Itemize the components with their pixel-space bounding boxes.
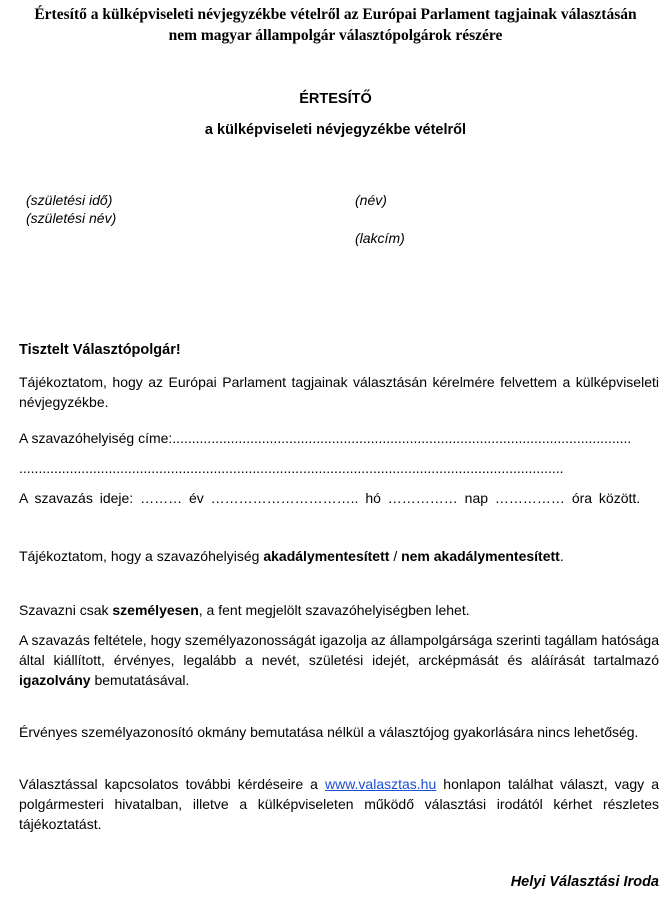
intro-paragraph: Tájékoztatom, hogy az Európai Parlament tagjainak választásán kérelmére felvettem a külképviseleti névjegyzékbe. [19,374,659,410]
personal-suffix: , a fent megjelölt szavazóhelyiségben lehet. [198,602,470,618]
contact-paragraph [19,774,659,834]
accessibility-option-2: nem akadálymentesített [401,548,560,564]
contact-suffix: honlapon találhat választ, vagy a polgármesteri hivatalban, illetve a külképviseleten működő választási irodától kérhet részletes tájékoztatást. [19,776,659,832]
personal-paragraph [19,600,659,620]
greeting: Tisztelt Választópolgár! [19,342,181,358]
document-subtitle: a külképviseleti névjegyzékbe vételről [204,122,467,138]
day-label: nap [464,490,489,506]
address-line-label: A szavazóhelyiség címe: [19,430,173,446]
time-label: A szavazás ideje: [19,490,134,506]
hour-dots: …………… [494,490,565,506]
time-line [19,490,659,506]
condition-text: A szavazás feltétele, hogy személyazonosságát igazolja az állampolgársága szerinti tagállam hatósága által kiállított, érvényes, legalább a nevét, születési idejét, arcképmását és aláírását tartalmazó [19,632,659,668]
day-dots: …………… [387,490,458,506]
document-title: ÉRTESÍTŐ [299,91,372,107]
personal-bold: személyesen [112,602,199,618]
header-line-1: Értesítő a külképviseleti névjegyzékbe vételről az Európai Parlament tagjainak választásán [34,6,637,23]
hours-label: óra között. [571,490,641,506]
year-dots: ……… [140,490,183,506]
contact-prefix: Választással kapcsolatos további kérdéseire a [19,776,318,792]
month-dots: ………………………….. [210,490,359,506]
condition-bold: igazolvány [19,672,91,688]
birth-name-label: (születési név) [26,210,117,226]
accessibility-separator: / [393,548,398,564]
address-line-2: ............................................................................................................................................ [19,460,564,476]
address-line-dots: ...................................................................................................................... [172,430,632,446]
birth-date-label: (születési idő) [26,192,113,208]
address-label: (lakcím) [355,230,405,246]
month-label: hó [365,490,381,506]
year-label: év [188,490,204,506]
accessibility-end: . [559,548,564,564]
accessibility-option-1: akadálymentesített [263,548,390,564]
accessibility-prefix: Tájékoztatom, hogy a szavazóhelyiség [19,548,260,564]
warning-paragraph: Érvényes személyazonosító okmány bemutatása nélkül a választójog gyakorlására nincs lehetőség. [19,724,639,740]
signature: Helyi Választási Iroda [510,874,659,890]
header-line-2: nem magyar állampolgár választópolgárok részére [168,27,503,44]
accessibility-paragraph [19,546,659,566]
name-label: (név) [355,192,387,208]
personal-prefix: Szavazni csak [19,602,109,618]
condition-paragraph [19,630,659,690]
valasztas-link[interactable]: www.valasztas.hu [324,776,437,792]
address-line [19,430,641,446]
condition-end: bemutatásával. [94,672,190,688]
